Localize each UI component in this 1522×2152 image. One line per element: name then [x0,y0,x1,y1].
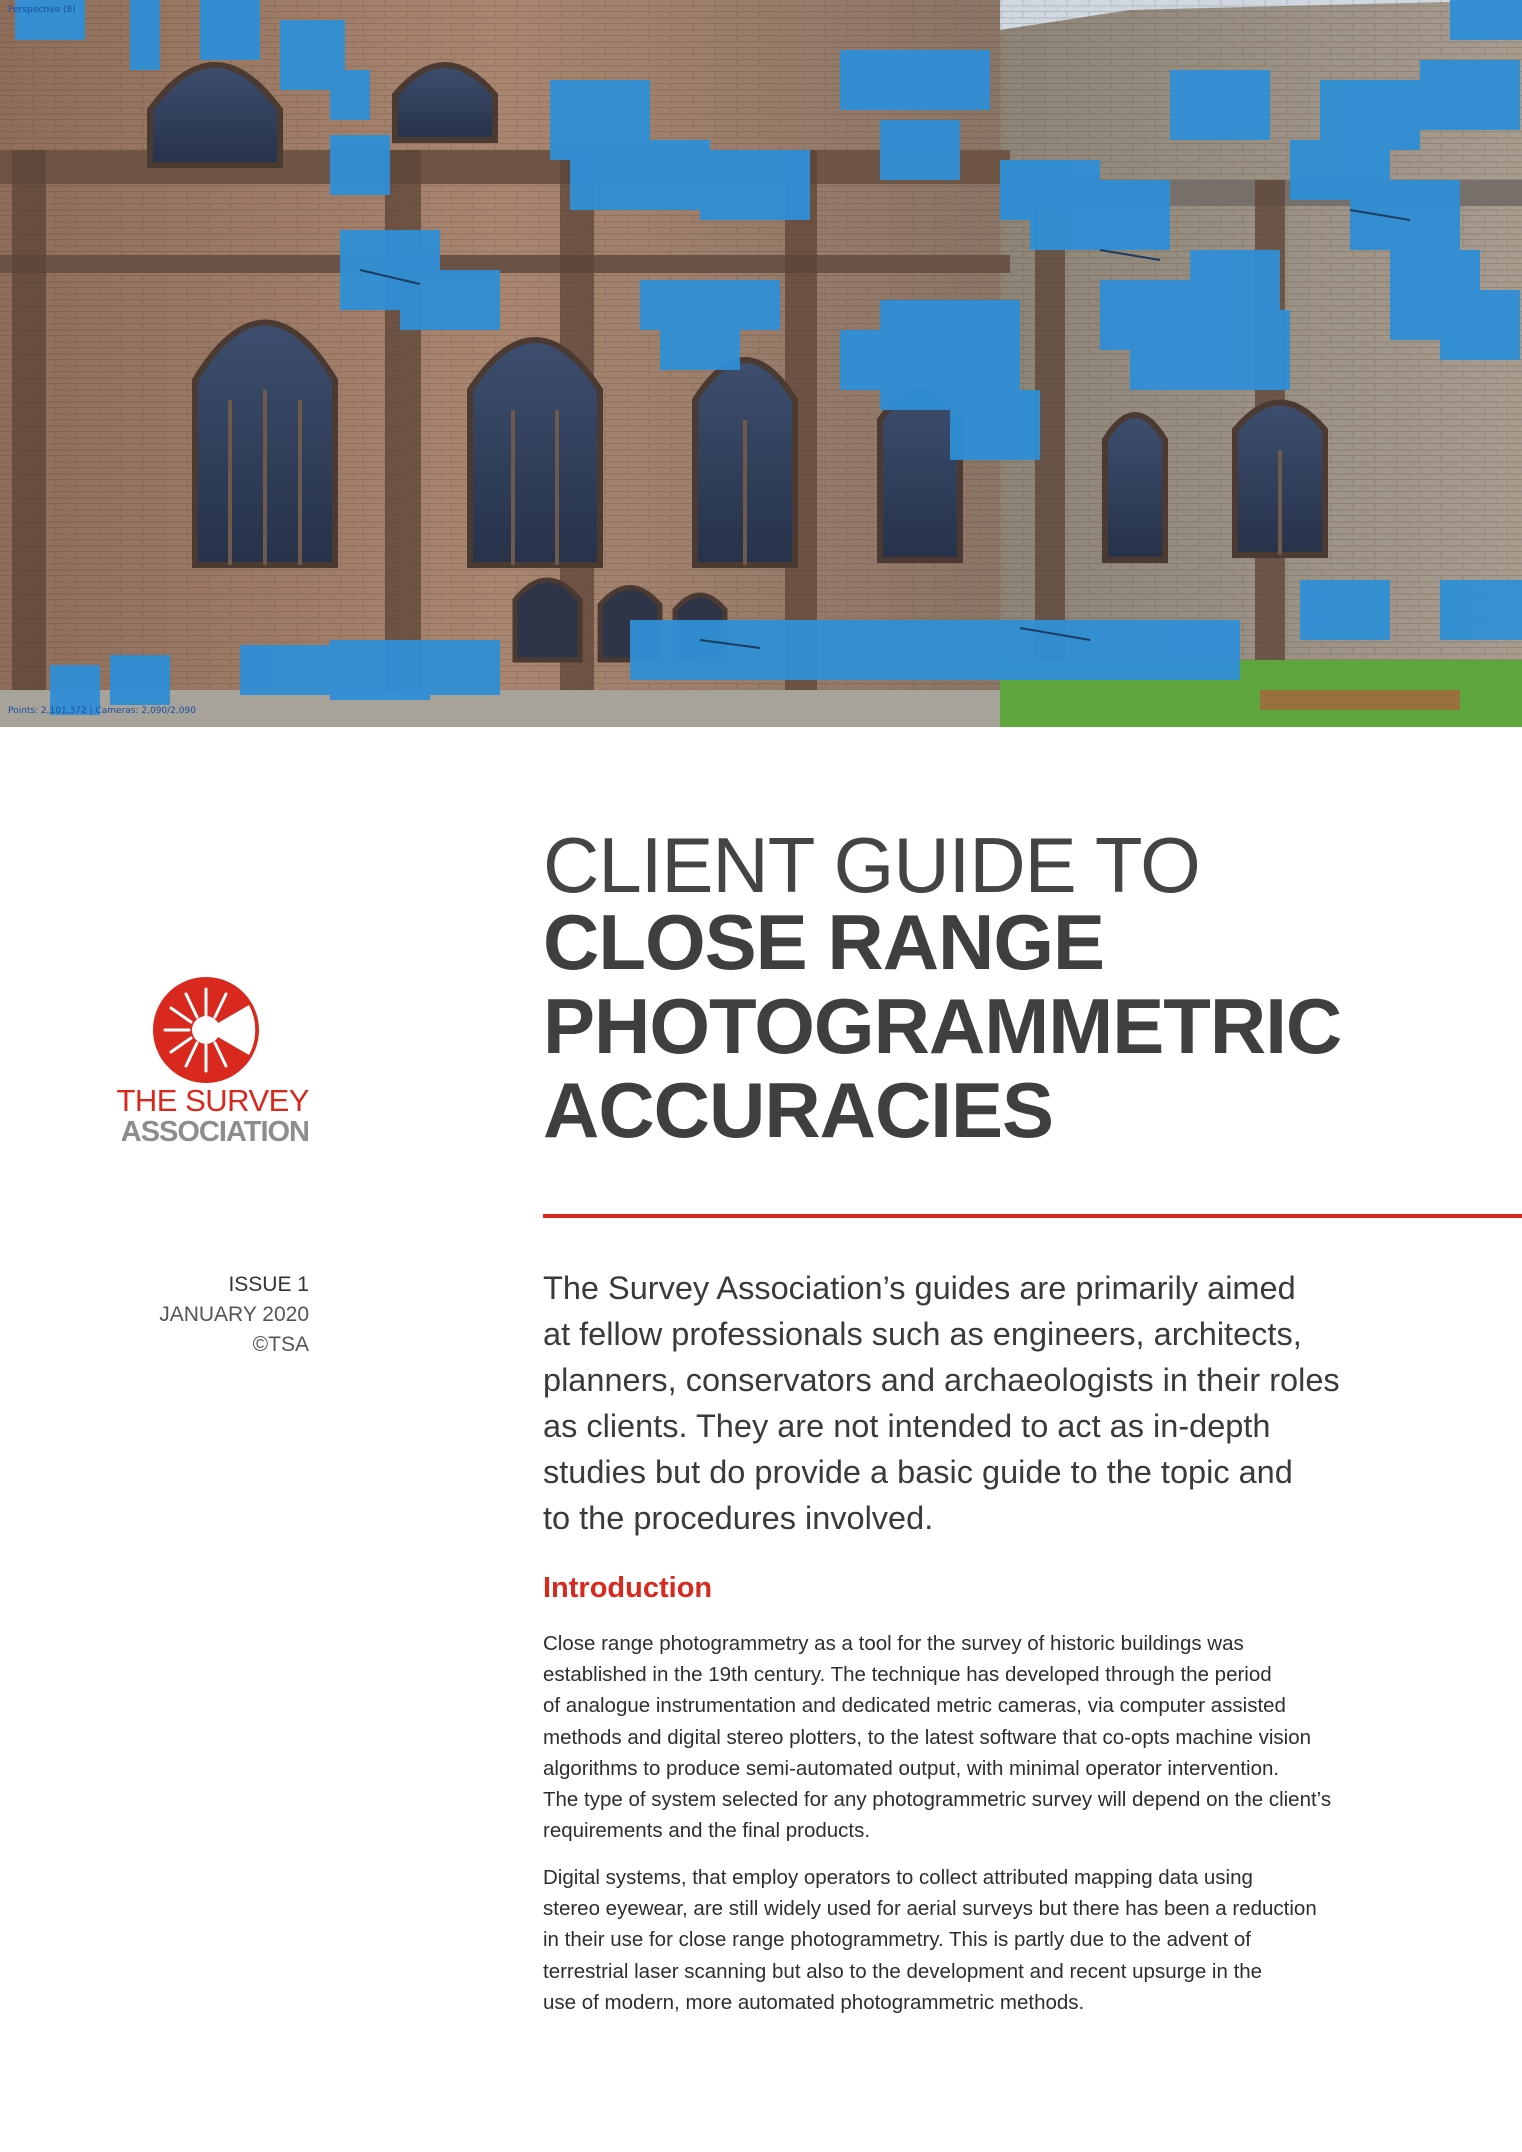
paragraph-line: established in the 19th century. The technique has developed through the period [543,1663,1272,1687]
paragraph-line: Close range photogrammetry as a tool for the survey of historic buildings was [543,1632,1244,1655]
lead-line: studies but do provide a basic guide to the topic and [543,1454,1293,1490]
camera-shutter-logo-icon [151,975,261,1085]
paragraph-line: use of modern, more automated photogrammetric methods. [543,1990,1085,2014]
lead-paragraph [543,1265,1443,1541]
lead-line: to the procedures involved. [543,1500,934,1536]
paragraph-line: stereo eyewear, are still widely used for aerial surveys but there has been a reduction [543,1897,1317,1921]
title-bold [543,900,1503,1152]
introduction-paragraph-2 [543,1862,1503,2018]
cathedral-photogrammetry-image [0,0,1522,727]
lead-line: planners, conservators and archaeologists in their roles [543,1362,1340,1398]
svg-text:Points: 2,101,372 | Cameras: 2: Points: 2,101,372 | Cameras: 2,090/2,090 [8,706,196,716]
title-line-light: CLIENT GUIDE TO [543,821,1200,909]
lead-line: as clients. They are not intended to act as in-depth [543,1408,1271,1444]
paragraph-line: of analogue instrumentation and dedicated metric cameras, via computer assisted [543,1694,1286,1718]
logo-text-line1: THE SURVEY [116,1083,309,1118]
lead-line: at fellow professionals such as engineers, architects, [543,1316,1302,1352]
title-bold-line: ACCURACIES [543,1066,1054,1154]
lead-line: The Survey Association’s guides are primarily aimed [543,1270,1296,1306]
cover-photo [0,0,1522,727]
title-divider [543,1214,1522,1218]
title-bold-line: PHOTOGRAMMETRIC [543,982,1342,1070]
paragraph-line: methods and digital stereo plotters, to the latest software that co-opts machine vision [543,1725,1312,1749]
title-bold-line: CLOSE RANGE [543,898,1105,986]
logo-text-line2: ASSOCIATION [120,1116,309,1148]
copyright: ©TSA [252,1333,309,1356]
introduction-paragraph-1 [543,1628,1503,1846]
paragraph-line: requirements and the final products. [543,1819,871,1843]
paragraph-line: The type of system selected for any photogrammetric survey will depend on the client’s [543,1788,1332,1812]
paragraph-line: Digital systems, that employ operators to collect attributed mapping data using [543,1866,1253,1889]
paragraph-line: algorithms to produce semi-automated output, with minimal operator intervention. [543,1756,1280,1780]
issue-number: ISSUE 1 [228,1273,309,1296]
svg-text:Perspective (8): Perspective (8) [8,5,76,15]
paragraph-line: in their use for close range photogrammetry. This is partly due to the advent of [543,1928,1252,1952]
paragraph-line: terrestrial laser scanning but also to the development and recent upsurge in the [543,1959,1263,1983]
introduction-heading: Introduction [543,1572,713,1604]
issue-date: JANUARY 2020 [159,1303,309,1326]
issue-info [100,1270,309,1360]
